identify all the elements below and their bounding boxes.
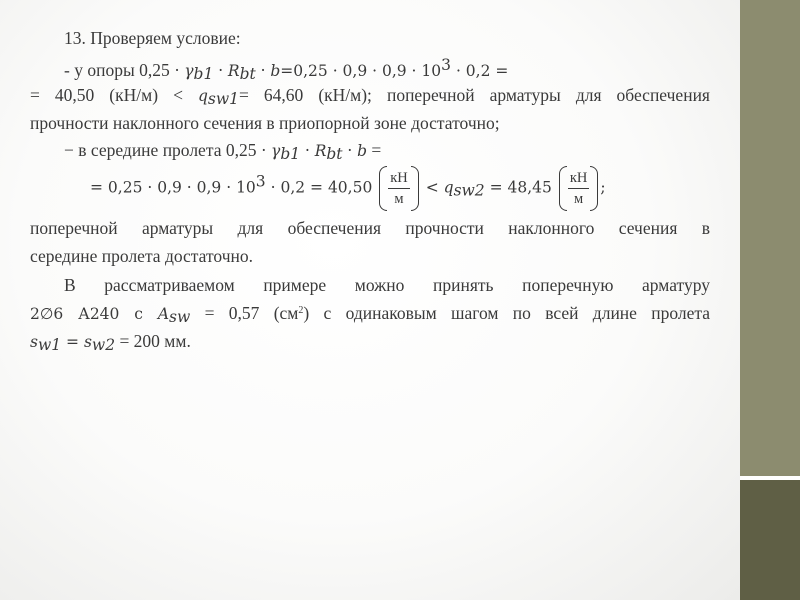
midspan-equation xyxy=(90,168,606,209)
r-subscript: bt xyxy=(239,65,256,83)
decorative-sidebar-bottom xyxy=(740,480,800,600)
exponent: 3 xyxy=(441,56,452,74)
equals: = xyxy=(61,333,84,351)
unit-numerator: кН xyxy=(568,168,590,189)
mult-dot: · xyxy=(255,60,271,80)
midspan-tail: = xyxy=(367,140,382,160)
support-result-start: = 40,50 (кН/м) < xyxy=(30,85,198,105)
midspan-equation-mid: · 0,2 = 40,50 xyxy=(265,178,378,197)
midspan-conclusion-line-2: середине пролета достаточно. xyxy=(30,246,253,266)
s-subscript: w2 xyxy=(91,336,116,354)
mult-dot: · xyxy=(300,140,315,160)
support-expression-tail: · 0,2 = xyxy=(451,62,509,80)
step-heading: 13. Проверяем условие: xyxy=(64,28,241,48)
rebar-spec: 2∅6 А240 с xyxy=(30,305,158,323)
b-symbol: b xyxy=(270,62,281,80)
q-subscript: sw2 xyxy=(453,181,485,200)
s-subscript: w1 xyxy=(37,336,62,354)
r-subscript: bt xyxy=(326,145,343,163)
b-symbol: b xyxy=(357,142,368,160)
a-symbol: A xyxy=(157,305,170,323)
area-value: = 0,57 (см xyxy=(190,303,299,323)
r-symbol: R xyxy=(227,62,240,80)
a-subscript: sw xyxy=(169,308,191,326)
conclusion-line-2-end: ) с одинаковым шагом по всей длине пролета xyxy=(303,303,711,323)
midspan-value: = 48,45 xyxy=(484,178,557,197)
mult-dot: · xyxy=(342,140,358,160)
unit-fraction xyxy=(379,168,419,209)
support-result-line xyxy=(30,85,710,108)
gamma-subscript: b1 xyxy=(280,145,301,163)
unit-denominator: м xyxy=(573,191,584,207)
less-than: < xyxy=(420,178,444,197)
exponent: 3 xyxy=(255,172,266,191)
s-symbol: s xyxy=(30,333,38,351)
decorative-sidebar-top xyxy=(740,0,800,476)
q-symbol: q xyxy=(443,178,454,197)
support-condition-line xyxy=(64,56,508,83)
conclusion-line-2 xyxy=(30,303,710,326)
semicolon: ; xyxy=(600,178,606,197)
support-lead: - у опоры 0,25 · xyxy=(64,60,185,80)
spacing-value: = 200 мм. xyxy=(115,331,191,351)
midspan-lead: − в середине пролета 0,25 · xyxy=(64,140,272,160)
gamma-symbol: γ xyxy=(184,62,194,80)
midspan-equation-start: = 0,25 · 0,9 · 0,9 · 10 xyxy=(90,178,256,197)
conclusion-line-1: В рассматриваемом примере можно принять поперечную арматуру xyxy=(64,275,710,295)
r-symbol: R xyxy=(314,142,327,160)
support-conclusion-line: прочности наклонного сечения в приопорной зоне достаточно; xyxy=(30,113,500,133)
midspan-condition-line xyxy=(64,140,381,163)
conclusion-line-3 xyxy=(30,331,191,354)
unit-fraction xyxy=(559,168,599,209)
q-subscript: sw1 xyxy=(207,90,240,108)
gamma-symbol: γ xyxy=(271,142,281,160)
support-result-end: = 64,60 (кН/м); поперечной арматуры для обеспечения xyxy=(239,85,710,105)
support-expression: =0,25 · 0,9 · 0,9 · 10 xyxy=(280,62,442,80)
exponent: 2 xyxy=(298,305,304,316)
midspan-conclusion-line-1: поперечной арматуры для обеспечения прочности наклонного сечения в xyxy=(30,218,710,238)
unit-numerator: кН xyxy=(388,168,410,189)
s-symbol: s xyxy=(83,333,92,351)
q-symbol: q xyxy=(197,87,208,105)
mult-dot: · xyxy=(213,60,228,80)
unit-denominator: м xyxy=(394,191,404,207)
gamma-subscript: b1 xyxy=(193,65,214,83)
